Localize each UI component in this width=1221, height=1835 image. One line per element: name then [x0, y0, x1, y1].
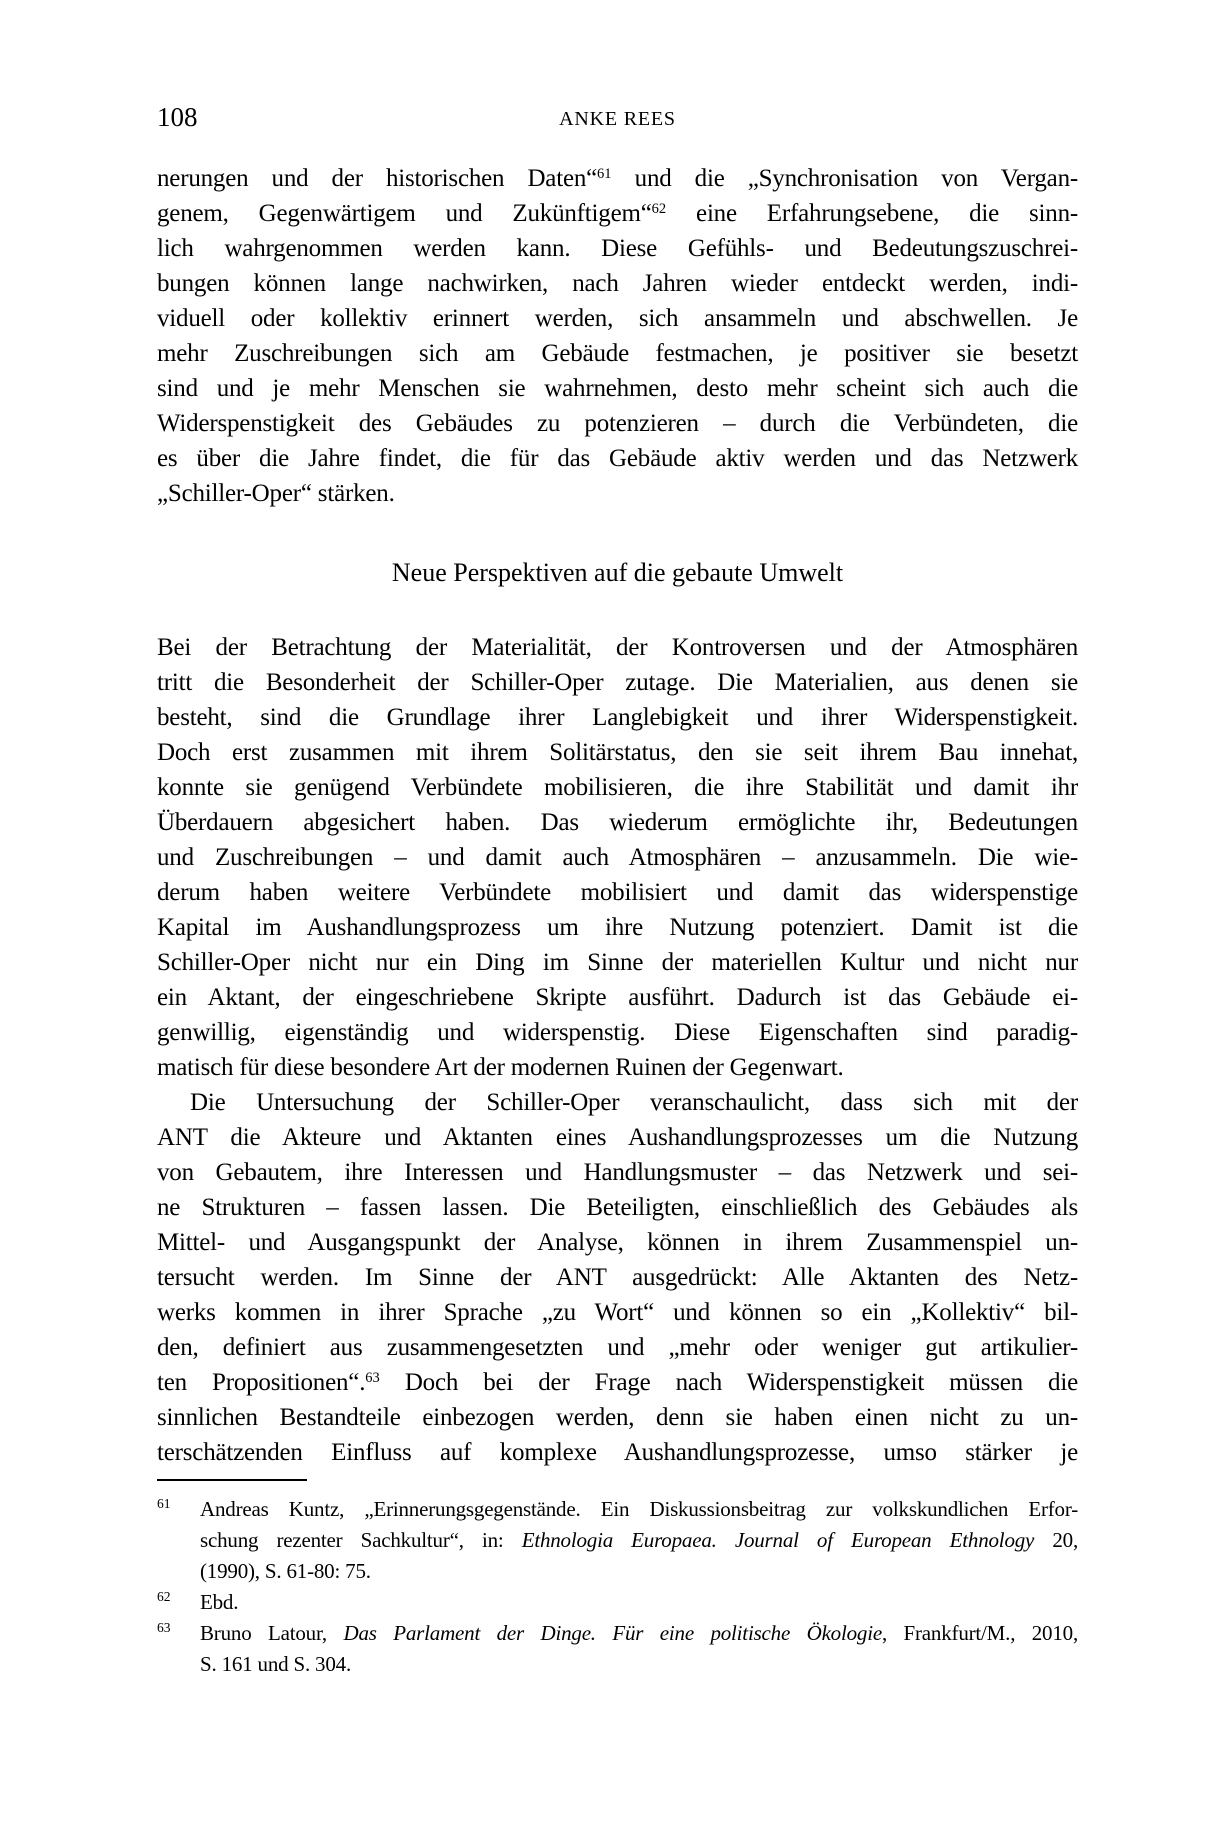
footnote-text: [200, 1587, 1078, 1618]
text-line: [157, 1015, 1078, 1050]
text-run: und die „Synchronisation von Vergan-: [611, 165, 1078, 192]
text-line: [157, 910, 1078, 945]
text-run: (1990), S. 61-80: 75.: [200, 1559, 371, 1583]
section-heading: Neue Perspektiven auf die gebaute Umwelt: [391, 558, 844, 587]
text-line: [157, 441, 1078, 476]
text-run: ANT die Akteure und Aktanten eines Aushandlungsprozesses um die Nutzung: [157, 1124, 1078, 1151]
text-line: [200, 1587, 1078, 1618]
text-line: [157, 735, 1078, 770]
footnote-marker: 61: [157, 1496, 171, 1511]
text-run: lich wahrgenommen werden kann. Diese Gefühls- und Bedeutungszuschrei-: [157, 235, 1078, 262]
text-line: [157, 840, 1078, 875]
text-run: Doch erst zusammen mit ihrem Solitärstatus, den sie seit ihrem Bau innehat,: [157, 739, 1078, 766]
text-run: Das Parlament der Dinge. Für eine politische Ökologie: [343, 1621, 882, 1645]
text-run: sinnlichen Bestandteile einbezogen werden, denn sie haben einen nicht zu un-: [157, 1404, 1078, 1431]
text-line: [157, 665, 1078, 700]
text-run: Mittel- und Ausgangspunkt der Analyse, können in ihrem Zusammenspiel un-: [157, 1229, 1078, 1256]
footnote-marker: 62: [157, 1589, 171, 1604]
text-run: „Schiller-Oper“ stärken.: [157, 480, 395, 507]
text-line: [157, 1120, 1078, 1155]
text-run: es über die Jahre findet, die für das Gebäude aktiv werden und das Netzwerk: [157, 445, 1078, 472]
text-run: ten Propositionen“.: [157, 1369, 366, 1396]
footnote-reference: 61: [597, 166, 612, 183]
text-run: viduell oder kollektiv erinnert werden, sich ansammeln und abschwellen. Je: [157, 305, 1078, 332]
text-line: [157, 1400, 1078, 1435]
text-line: [157, 1190, 1078, 1225]
footnotes-section: [157, 1494, 1078, 1680]
paragraph-3: [157, 1085, 1078, 1470]
paragraph-2: [157, 630, 1078, 1085]
text-run: sind und je mehr Menschen sie wahrnehmen, desto mehr scheint sich auch die: [157, 375, 1078, 402]
text-line: [157, 1435, 1078, 1470]
text-run: besteht, sind die Grundlage ihrer Langlebigkeit und ihrer Widerspenstigkeit.: [157, 704, 1078, 731]
text-run: S. 161 und S. 304.: [200, 1652, 352, 1676]
text-run: Andreas Kuntz, „Erinnerungsgegenstände. Ein Diskussionsbeitrag zur volkskundlichen Erfor-: [200, 1497, 1078, 1521]
text-line: [200, 1525, 1078, 1556]
text-run: , Frankfurt/M., 2010,: [881, 1621, 1079, 1645]
text-run: werks kommen in ihrer Sprache „zu Wort“ und können so ein „Kollektiv“ bil-: [157, 1299, 1078, 1326]
text-line: [200, 1649, 1078, 1680]
text-line: [157, 1050, 1078, 1085]
text-line: [157, 1225, 1078, 1260]
text-line: [157, 945, 1078, 980]
page-number: 108: [157, 102, 198, 132]
text-line: [157, 196, 1078, 231]
text-run: ne Strukturen – fassen lassen. Die Beteiligten, einschließlich des Gebäudes als: [157, 1194, 1078, 1221]
text-run: Ebd.: [200, 1590, 239, 1614]
text-run: nerungen und der historischen Daten“: [157, 165, 598, 192]
text-run: bungen können lange nachwirken, nach Jahren wieder entdeckt werden, indi-: [157, 270, 1078, 297]
text-run: Bei der Betrachtung der Materialität, der Kontroversen und der Atmosphären: [157, 634, 1078, 661]
footnote-reference: 62: [651, 201, 667, 218]
text-run: Die Untersuchung der Schiller-Oper veranschaulicht, dass sich mit der: [190, 1089, 1078, 1116]
text-run: Doch bei der Frage nach Widerspenstigkeit müssen die: [379, 1369, 1078, 1396]
text-line: [157, 700, 1078, 735]
text-run: von Gebautem, ihre Interessen und Handlungsmuster – das Netzwerk und sei-: [157, 1159, 1078, 1186]
paragraph-1: [157, 161, 1078, 511]
text-run: Bruno Latour,: [200, 1621, 344, 1645]
text-line: [157, 231, 1078, 266]
footnote-text: [200, 1618, 1078, 1680]
text-run: Widerspenstigkeit des Gebäudes zu potenzieren – durch die Verbündeten, die: [157, 410, 1078, 437]
text-run: konnte sie genügend Verbündete mobilisieren, die ihre Stabilität und damit ihr: [157, 774, 1078, 801]
text-run: schung rezenter Sachkultur“, in:: [200, 1528, 522, 1552]
footnote: [157, 1494, 1078, 1587]
text-line: [157, 980, 1078, 1015]
text-line: [200, 1494, 1078, 1525]
footnote-marker: 63: [157, 1620, 171, 1635]
text-line: [157, 161, 1078, 196]
text-run: den, definiert aus zusammengesetzten und „mehr oder weniger gut artikulier-: [157, 1334, 1078, 1361]
text-run: derum haben weitere Verbündete mobilisiert und damit das widerspenstige: [157, 879, 1078, 906]
text-run: mehr Zuschreibungen sich am Gebäude festmachen, je positiver sie besetzt: [157, 340, 1078, 367]
text-run: eine Erfahrungsebene, die sinn-: [666, 200, 1078, 227]
text-line: [157, 1260, 1078, 1295]
text-run: genem, Gegenwärtigem und Zukünftigem“: [157, 200, 652, 227]
text-line: [157, 371, 1078, 406]
text-run: und Zuschreibungen – und damit auch Atmosphären – anzusammeln. Die wie-: [157, 844, 1078, 871]
footnote-text: [200, 1494, 1078, 1587]
footnote-separator: [157, 1479, 307, 1481]
footnote-reference: 63: [365, 1370, 380, 1387]
text-run: 20,: [1034, 1528, 1078, 1552]
page-header: [157, 100, 1078, 134]
text-line: [200, 1556, 1078, 1587]
text-line: [157, 1365, 1078, 1400]
text-run: Ethnologia Europaea. Journal of European Ethnology: [521, 1528, 1035, 1552]
footnote: [157, 1587, 1078, 1618]
text-line: [157, 1155, 1078, 1190]
text-line: [157, 1330, 1078, 1365]
text-run: terschätzenden Einfluss auf komplexe Aushandlungsprozesse, umso stärker je: [157, 1439, 1078, 1466]
text-run: genwillig, eigenständig und widerspenstig. Diese Eigenschaften sind paradig-: [157, 1019, 1078, 1046]
text-line: [157, 406, 1078, 441]
running-head: ANKE REES: [559, 108, 676, 130]
text-line: [200, 1618, 1078, 1649]
footnote: [157, 1618, 1078, 1680]
text-line: [157, 301, 1078, 336]
text-line: [157, 266, 1078, 301]
text-line: [157, 875, 1078, 910]
text-line: [157, 805, 1078, 840]
text-run: ein Aktant, der eingeschriebene Skripte ausführt. Dadurch ist das Gebäude ei-: [157, 984, 1078, 1011]
text-run: Schiller-Oper nicht nur ein Ding im Sinne der materiellen Kultur und nicht nur: [157, 949, 1078, 976]
text-run: tersucht werden. Im Sinne der ANT ausgedrückt: Alle Aktanten des Netz-: [157, 1264, 1078, 1291]
text-line: [157, 630, 1078, 665]
text-run: Überdauern abgesichert haben. Das wiederum ermöglichte ihr, Bedeutungen: [157, 809, 1078, 836]
text-line: [157, 1295, 1078, 1330]
text-run: Kapital im Aushandlungsprozess um ihre Nutzung potenziert. Damit ist die: [157, 914, 1078, 941]
text-line: [157, 1085, 1078, 1120]
text-line: [157, 336, 1078, 371]
text-run: tritt die Besonderheit der Schiller-Oper zutage. Die Materialien, aus denen sie: [157, 669, 1078, 696]
text-line: [157, 770, 1078, 805]
text-run: matisch für diese besondere Art der modernen Ruinen der Gegenwart.: [157, 1054, 844, 1081]
text-line: [157, 476, 1078, 511]
